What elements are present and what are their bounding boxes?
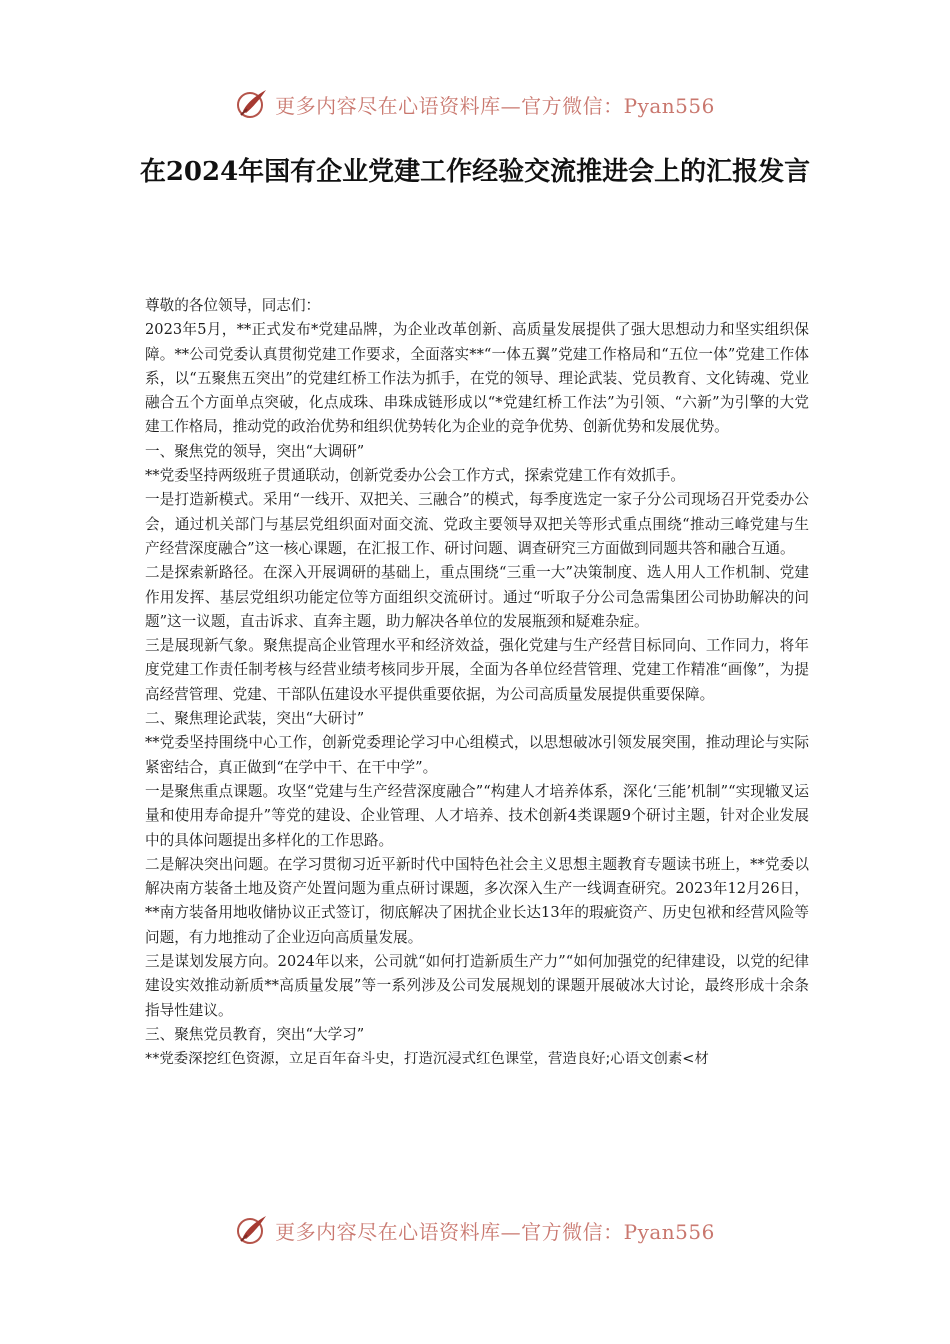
body-paragraph: 三是谋划发展方向。2024年以来，公司就“如何打造新质生产力”“如何加强党的纪律建设，以党的纪律建设实效推动新质**高质量发展”等一系列涉及公司发展规划的课题开展破冰大讨论，最终形成十余条指导性建议。 [145, 953, 809, 1019]
footer-watermark-banner [0, 1210, 950, 1250]
watermark-text: 更多内容尽在心语资料库—官方微信：Pyan556 [275, 1219, 715, 1244]
salutation-paragraph: 尊敬的各位领导，同志们： [145, 297, 321, 314]
section-heading: 三、聚焦党员教育，突出“大学习” [145, 1025, 365, 1043]
quill-logo-icon [235, 1213, 269, 1247]
body-paragraph: **党委深挖红色资源，立足百年奋斗史，打造沉浸式红色课堂，营造良好;心语文创素<材 [145, 1051, 709, 1068]
section-heading: 二、聚焦理论武装，突出“大研讨” [145, 710, 365, 728]
body-paragraph: 一是聚焦重点课题。攻坚“党建与生产经营深度融合”“构建人才培养体系，深化‘三能’机制”“实现辙叉运量和使用寿命提升”等党的建设、企业管理、人才培养、技术创新4类课题9个研讨主题，针对企业发展中的具体问题提出多样化的工作思路。 [145, 782, 809, 849]
watermark-text: 更多内容尽在心语资料库—官方微信：Pyan556 [275, 93, 715, 118]
body-paragraph: 二是解决突出问题。在学习贯彻习近平新时代中国特色社会主义思想主题教育专题读书班上，**党委以解决南方装备土地及资产处置问题为重点研讨课题，多次深入生产一线调查研究。2023年12月26日，**南方装备用地收储协议正式签订，彻底解决了困扰企业长达13年的瑕疵资产、历史包袱和经营风险等问题，有力地推动了企业迈向高质量发展。 [145, 855, 809, 946]
body-paragraph: **党委坚持围绕中心工作，创新党委理论学习中心组模式，以思想破冰引领发展突围，推动理论与实际紧密结合，真正做到“在学中干、在干中学”。 [145, 734, 809, 776]
section-heading: 一、聚焦党的领导，突出“大调研” [145, 442, 365, 460]
body-paragraph: 二是探索新路径。在深入开展调研的基础上，重点围绕“三重一大”决策制度、选人用人工作机制、党建作用发挥、基层党组织功能定位等方面组织交流研讨。通过“听取子分公司急需集团公司协助解决的问题”这一议题，直击诉求、直奔主题，助力解决各单位的发展瓶颈和疑难杂症。 [145, 564, 809, 630]
body-paragraph: **党委坚持两级班子贯通联动，创新党委办公会工作方式，探索党建工作有效抓手。 [145, 467, 685, 485]
body-paragraph: 一是打造新模式。采用“一线开、双把关、三融合”的模式，每季度选定一家子分公司现场召开党委办公会，通过机关部门与基层党组织面对面交流、党政主要领导双把关等形式重点围绕“推动三峰党建与生产经营深度融合”这一核心课题，在汇报工作、研讨问题、调查研究三方面做到同题共答和融合互通。 [145, 491, 809, 557]
document-title: 在2024年国有企业党建工作经验交流推进会上的汇报发言 [139, 157, 811, 187]
document-body [145, 294, 809, 1072]
body-paragraph: 2023年5月，**正式发布*党建品牌，为企业改革创新、高质量发展提供了强大思想动力和坚实组织保障。**公司党委认真贯彻党建工作要求，全面落实**“一体五翼”党建工作格局和“五位一体”党建工作体系，以“五聚焦五突出”的党建红桥工作法为抓手，在党的领导、理论武装、党员教育、文化铸魂、党业融合五个方面单点突破，化点成珠、串珠成链形成以“*党建红桥工作法”为引领、“六新”为引擎的大党建工作格局，推动党的政治优势和组织优势转化为企业的竞争优势、创新优势和发展优势。 [145, 321, 809, 436]
body-paragraph: 三是展现新气象。聚焦提高企业管理水平和经济效益，强化党建与生产经营目标同向、工作同力，将年度党建工作责任制考核与经营业绩考核同步开展，全面为各单位经营管理、党建工作精准“画像”，为提高经营管理、党建、干部队伍建设水平提供重要依据，为公司高质量发展提供重要保障。 [145, 637, 809, 703]
quill-logo-icon [235, 87, 269, 121]
header-watermark-banner [0, 84, 950, 124]
